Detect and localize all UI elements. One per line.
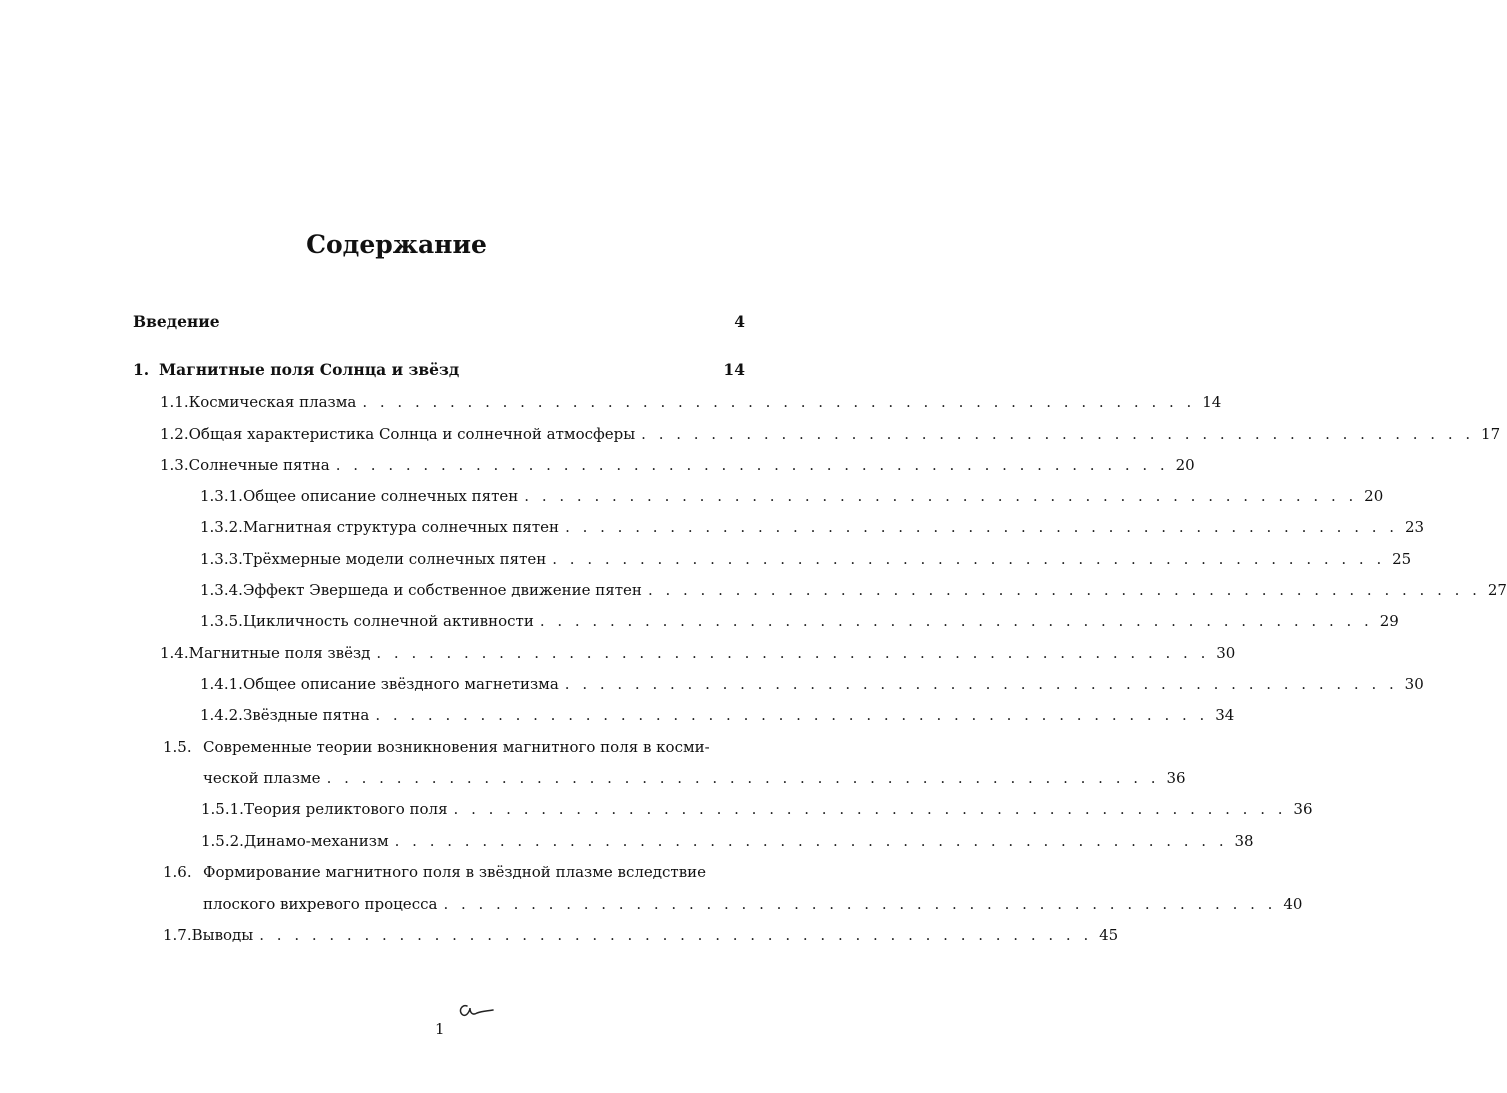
toc-entry-1-5-1[interactable] xyxy=(201,795,1313,819)
toc-entry-1-3-4[interactable] xyxy=(200,576,1507,600)
toc-entry-page: 23 xyxy=(1404,518,1425,536)
toc-entry-label-line2: ческой плазме xyxy=(203,769,321,787)
toc-entry-number: 1.3.2. xyxy=(200,518,243,536)
toc-leader-dots: . . . . . . . . . . . . . . . . . . . . . . . . . . . . . . . . . . . . . . . . . . . . . . . . xyxy=(453,800,1287,818)
toc-entry-page: 25 xyxy=(1392,550,1412,568)
toc-leader-dots: . . . . . . . . . . . . . . . . . . . . . . . . . . . . . . . . . . . . . . . . . . . . . . . . xyxy=(552,550,1386,568)
toc-entry-1-4-1[interactable] xyxy=(200,670,1424,694)
toc-entry-page: 27 xyxy=(1487,581,1507,599)
page-title: Содержание xyxy=(306,230,487,259)
toc-entry-label-line1: Современные теории возникновения магнитного поля в косми- xyxy=(203,738,710,756)
toc-entry-label: Динамо-механизм xyxy=(243,832,389,850)
toc-entry-number: 1.4.1. xyxy=(200,675,243,693)
toc-entry-page: 36 xyxy=(1166,769,1186,787)
toc-entry-1-4-2[interactable] xyxy=(200,701,1235,725)
toc-entry-page: 30 xyxy=(1216,644,1236,662)
toc-entry-1-3-2[interactable] xyxy=(200,513,1425,537)
toc-entry-1-3-3[interactable] xyxy=(200,545,1412,569)
page-number: 1 xyxy=(435,1020,445,1038)
toc-entry-page: 14 xyxy=(1202,393,1222,411)
toc-entry-1-1[interactable] xyxy=(160,388,1222,412)
toc-entry-1-2[interactable] xyxy=(160,420,1501,444)
toc-entry-label: Теория реликтового поля xyxy=(243,800,448,818)
toc-leader-dots: . . . . . . . . . . . . . . . . . . . . . . . . . . . . . . . . . . . . . . . . . . . . . . . . xyxy=(539,612,1373,630)
toc-entry-number: 1.4.2. xyxy=(200,706,243,724)
toc-leader-dots: . . . . . . . . . . . . . . . . . . . . . . . . . . . . . . . . . . . . . . . . . . . . . . . . xyxy=(443,895,1277,913)
toc-entry-page: 17 xyxy=(1481,425,1501,443)
toc-entry-1-3-1[interactable] xyxy=(200,482,1384,506)
toc-entry-label: Магнитная структура солнечных пятен xyxy=(242,518,560,536)
toc-entry-label-line1: Формирование магнитного поля в звёздной плазме вследствие xyxy=(203,863,707,881)
toc-entry-page: 34 xyxy=(1215,706,1235,724)
toc-leader-dots: . . . . . . . . . . . . . . . . . . . . . . . . . . . . . . . . . . . . . . . . . . . . . . . . xyxy=(394,832,1228,850)
handwritten-initial-icon xyxy=(455,998,497,1024)
toc-entry-number: 1.7. xyxy=(163,926,192,944)
toc-entry-number: 1.3.3. xyxy=(200,550,243,568)
toc-entry-label: Выводы xyxy=(191,926,254,944)
toc-leader-dots: . . . . . . . . . . . . . . . . . . . . . . . . . . . . . . . . . . . . . . . . . . . . . . . . xyxy=(375,706,1209,724)
toc-entry-label: Общее описание звёздного магнетизма xyxy=(242,675,559,693)
toc-entry-page: 30 xyxy=(1404,675,1424,693)
toc-entry-page: 36 xyxy=(1293,800,1313,818)
toc-entry-number: 1.5. xyxy=(163,738,192,756)
toc-entry-number: 1.3.1. xyxy=(200,487,243,505)
toc-entry-label: Введение xyxy=(133,312,220,331)
toc-leader-dots: . . . . . . . . . . . . . . . . . . . . . . . . . . . . . . . . . . . . . . . . . . . . . . . . xyxy=(564,675,1398,693)
toc-entry-number: 1.3.5. xyxy=(200,612,243,630)
toc-entry-page: 14 xyxy=(723,360,745,379)
toc-entry-1-5-2[interactable] xyxy=(201,827,1254,851)
toc-entry-page: 20 xyxy=(1175,456,1195,474)
toc-entry-1-7[interactable] xyxy=(163,921,1119,945)
toc-entry-1-3-5[interactable] xyxy=(200,607,1399,631)
toc-entry-1-4[interactable] xyxy=(160,639,1236,663)
toc-leader-dots: . . . . . . . . . . . . . . . . . . . . . . . . . . . . . . . . . . . . . . . . . . . . . . . . xyxy=(565,518,1399,536)
toc-entry-label: Звёздные пятна xyxy=(242,706,370,724)
toc-entry-label: Цикличность солнечной активности xyxy=(242,612,534,630)
toc-entry-number: 1.5.2. xyxy=(201,832,244,850)
toc-entry-number: 1.1. xyxy=(160,393,189,411)
toc-leader-dots: . . . . . . . . . . . . . . . . . . . . . . . . . . . . . . . . . . . . . . . . . . . . . . . . xyxy=(362,393,1196,411)
toc-entry-label: Магнитные поля Солнца и звёзд xyxy=(159,360,460,379)
toc-leader-dots: . . . . . . . . . . . . . . . . . . . . . . . . . . . . . . . . . . . . . . . . . . . . . . . . xyxy=(259,926,1093,944)
toc-entry-number: 1. xyxy=(133,360,150,379)
toc-entry-label: Космическая плазма xyxy=(188,393,357,411)
toc-leader-dots: . . . . . . . . . . . . . . . . . . . . . . . . . . . . . . . . . . . . . . . . . . . . . . . . xyxy=(524,487,1358,505)
toc-entry-label: Солнечные пятна xyxy=(188,456,330,474)
toc-entry-number: 1.3.4. xyxy=(200,581,243,599)
toc-entry-number: 1.4. xyxy=(160,644,189,662)
toc-entry-page: 4 xyxy=(734,312,745,331)
toc-entry-number: 1.6. xyxy=(163,863,192,881)
toc-entry-page: 20 xyxy=(1364,487,1384,505)
toc-entry-number: 1.2. xyxy=(160,425,189,443)
toc-entry-label: Общее описание солнечных пятен xyxy=(242,487,519,505)
toc-entry-page: 29 xyxy=(1379,612,1399,630)
toc-entry-chapter-1[interactable] xyxy=(133,356,745,380)
toc-leader-dots: . . . . . . . . . . . . . . . . . . . . . . . . . . . . . . . . . . . . . . . . . . . . . . . . xyxy=(335,456,1169,474)
toc-entry-number: 1.5.1. xyxy=(201,800,244,818)
toc-entry-page: 40 xyxy=(1283,895,1303,913)
toc-entry-page: 38 xyxy=(1234,832,1254,850)
toc-entry-label: Трёхмерные модели солнечных пятен xyxy=(242,550,547,568)
toc-entry-label: Магнитные поля звёзд xyxy=(188,644,371,662)
toc-leader-dots: . . . . . . . . . . . . . . . . . . . . . . . . . . . . . . . . . . . . . . . . . . . . . . . . xyxy=(641,425,1475,443)
toc-leader-dots: . . . . . . . . . . . . . . . . . . . . . . . . . . . . . . . . . . . . . . . . . . . . . . . . xyxy=(647,581,1481,599)
toc-entry-label: Эффект Эвершеда и собственное движение пятен xyxy=(242,581,642,599)
toc-entry-label-line2: плоского вихревого процесса xyxy=(203,895,438,913)
toc-entry-1-6[interactable] xyxy=(203,890,1303,914)
toc-entry-label: Общая характеристика Солнца и солнечной атмосферы xyxy=(188,425,636,443)
toc-leader-dots: . . . . . . . . . . . . . . . . . . . . . . . . . . . . . . . . . . . . . . . . . . . . . . . . xyxy=(326,769,1160,787)
toc-entry-1-5[interactable] xyxy=(203,764,1186,788)
toc-entry-1-3[interactable] xyxy=(160,451,1195,475)
toc-entry-page: 45 xyxy=(1099,926,1119,944)
toc-entry-number: 1.3. xyxy=(160,456,189,474)
toc-leader-dots: . . . . . . . . . . . . . . . . . . . . . . . . . . . . . . . . . . . . . . . . . . . . . . . . xyxy=(376,644,1210,662)
toc-entry-intro[interactable] xyxy=(133,308,745,332)
